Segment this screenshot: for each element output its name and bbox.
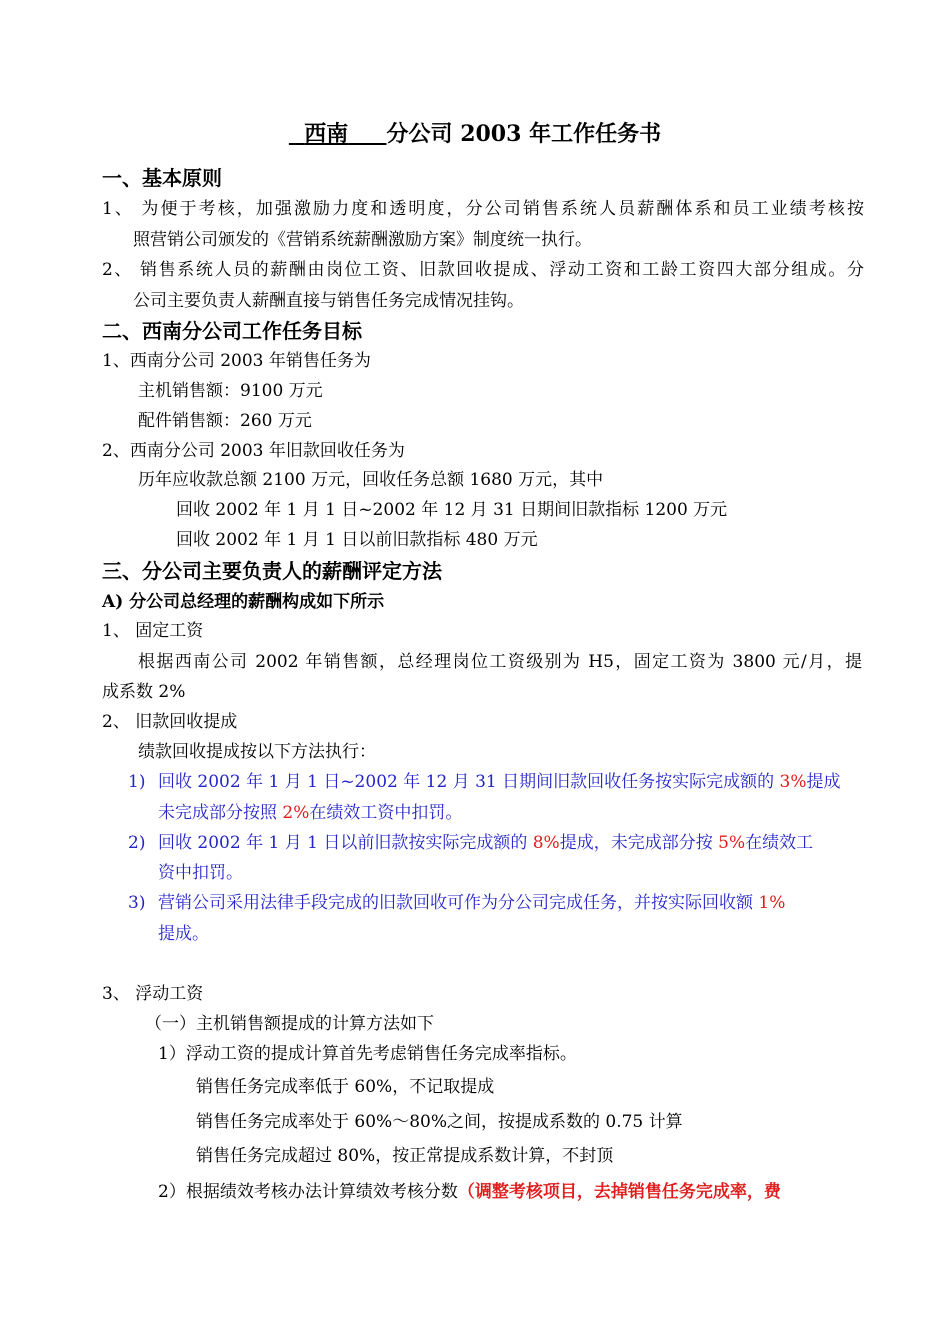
rule-1-rate: 3% bbox=[779, 772, 807, 792]
floating-rule-1-60-80: 销售任务完成率处于 60%～80%之间，按提成系数的 0.75 计算 bbox=[196, 1112, 683, 1132]
floating-salary-subheading: （一）主机销售额提成的计算方法如下 bbox=[145, 1014, 434, 1034]
rule-2-penalty-rate: 5% bbox=[718, 833, 746, 853]
item-3-floating-salary: 3、 浮动工资 bbox=[102, 984, 204, 1004]
fixed-salary-line-2: 成系数 2% bbox=[102, 682, 186, 702]
floating-rule-1-above-80: 销售任务完成超过 80%，按正常提成系数计算，不封顶 bbox=[196, 1146, 614, 1166]
target-main-sales: 主机销售额：9100 万元 bbox=[138, 381, 323, 401]
floating-rule-2: 2）根据绩效考核办法计算绩效考核分数（调整考核项目，去掉销售任务完成率，费 bbox=[158, 1182, 781, 1202]
item-2-recovery-bonus: 2、 旧款回收提成 bbox=[102, 712, 238, 732]
rule-1-penalty-rate: 2% bbox=[282, 803, 310, 823]
target-parts-sales: 配件销售额：260 万元 bbox=[138, 411, 312, 431]
document-title bbox=[0, 119, 950, 149]
principle-1-line-1: 1、 为便于考核，加强激励力度和透明度，分公司销售系统人员薪酬体系和员工业绩考核按 bbox=[102, 199, 864, 219]
principle-2-line-1: 2、 销售系统人员的薪酬由岗位工资、旧款回收提成、浮动工资和工龄工资四大部分组成。分 bbox=[102, 260, 864, 280]
rule-1-number: 1) bbox=[128, 772, 146, 792]
principle-1-line-2: 照营销公司颁发的《营销系统薪酬激励方案》制度统一执行。 bbox=[133, 230, 592, 250]
rule-3-line-1: 营销公司采用法律手段完成的旧款回收可作为分公司完成任务，并按实际回收额 1% bbox=[158, 893, 786, 913]
rule-1-line-1: 回收 2002 年 1 月 1 日~2002 年 12 月 31 日期间旧款回收任务按实际完成额的 3%提成 bbox=[158, 772, 841, 792]
section-2-heading: 二、西南分公司工作任务目标 bbox=[102, 319, 362, 343]
target-sales-line: 1、西南分公司 2003 年销售任务为 bbox=[102, 351, 371, 371]
floating-rule-1: 1）浮动工资的提成计算首先考虑销售任务完成率指标。 bbox=[158, 1044, 577, 1064]
target-recovery-2002: 回收 2002 年 1 月 1 日~2002 年 12 月 31 日期间旧款指标 1200 万元 bbox=[176, 500, 728, 520]
section-3-heading: 三、分公司主要负责人的薪酬评定方法 bbox=[102, 559, 442, 583]
rule-2-number: 2) bbox=[128, 833, 146, 853]
fixed-salary-line-1: 根据西南公司 2002 年销售额，总经理岗位工资级别为 H5，固定工资为 3800 元/月，提 bbox=[138, 652, 862, 672]
title-branch-blank: 西南 bbox=[304, 121, 349, 147]
target-receivables: 历年应收款总额 2100 万元，回收任务总额 1680 万元，其中 bbox=[138, 470, 604, 490]
floating-rule-1-below-60: 销售任务完成率低于 60%，不记取提成 bbox=[196, 1077, 495, 1097]
rule-3-rate: 1% bbox=[758, 893, 786, 913]
target-recovery-line: 2、西南分公司 2003 年旧款回收任务为 bbox=[102, 441, 405, 461]
rule-3-number: 3) bbox=[128, 893, 146, 913]
floating-rule-2-note: （调整考核项目，去掉销售任务完成率，费 bbox=[457, 1182, 781, 1202]
rule-2-rate: 8% bbox=[532, 833, 560, 853]
rule-1-line-2: 未完成部分按照 2%在绩效工资中扣罚。 bbox=[158, 803, 463, 823]
principle-2-line-2: 公司主要负责人薪酬直接与销售任务完成情况挂钩。 bbox=[133, 291, 524, 311]
item-1-fixed-salary: 1、 固定工资 bbox=[102, 621, 204, 641]
rule-2-line-2: 资中扣罚。 bbox=[158, 863, 243, 883]
section-1-heading: 一、基本原则 bbox=[102, 166, 222, 190]
rule-3-line-2: 提成。 bbox=[158, 924, 209, 944]
rule-2-line-1: 回收 2002 年 1 月 1 日以前旧款按实际完成额的 8%提成，未完成部分按 5%在绩效工 bbox=[158, 833, 814, 853]
title-text: 分公司 2003 年工作任务书 bbox=[386, 121, 662, 147]
target-recovery-before-2002: 回收 2002 年 1 月 1 日以前旧款指标 480 万元 bbox=[176, 530, 538, 550]
recovery-bonus-intro: 绩款回收提成按以下方法执行： bbox=[138, 742, 376, 762]
subsection-a-heading: A) 分公司总经理的薪酬构成如下所示 bbox=[102, 592, 385, 612]
